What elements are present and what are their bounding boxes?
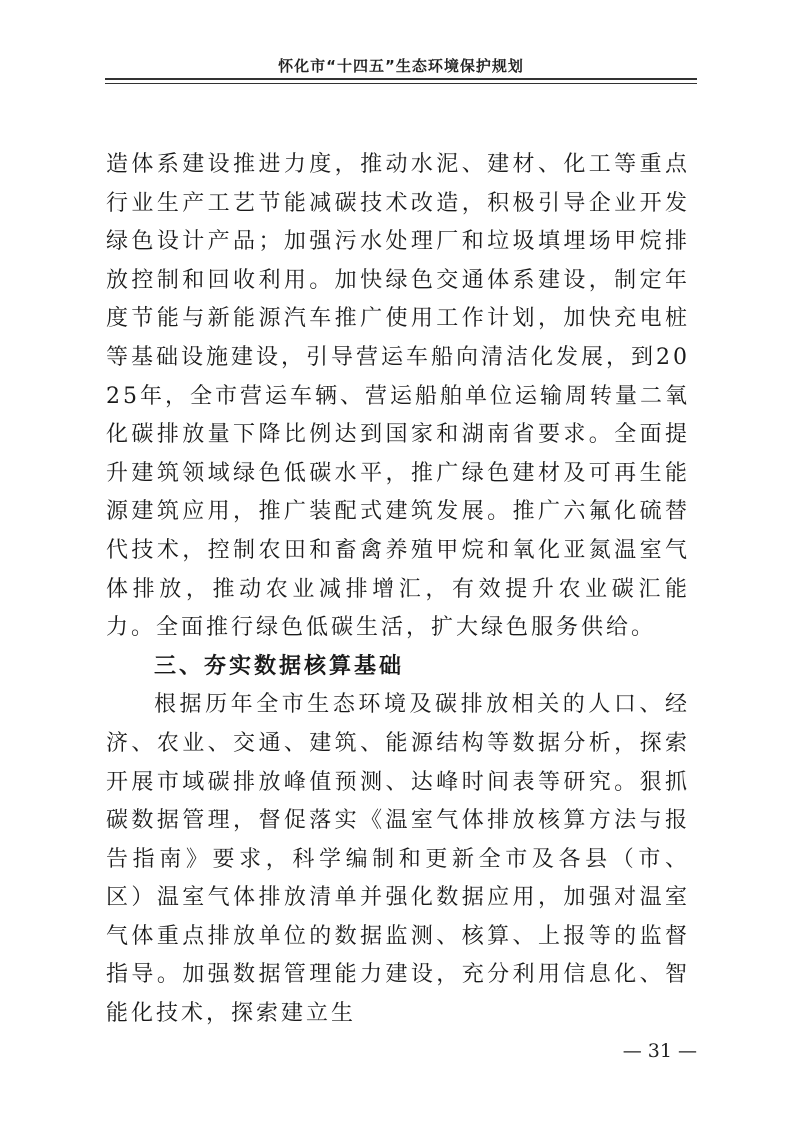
section-heading: 三、夯实数据核算基础 bbox=[154, 653, 405, 679]
header-rule-thick bbox=[105, 78, 697, 80]
body-paragraph-1: 造体系建设推进力度，推动水泥、建材、化工等重点行业生产工艺节能减碳技术改造，积极引导企业开发绿色设计产品；加强污水处理厂和垃圾填埋场甲烷排放控制和回收利用。加快绿色交通体系建设，制定年度节能与新能源汽车推广使用工作计划，加快充电桩等基础设施建设，引导营运车船向清洁化发展，到2025年，全市营运车辆、营运船舶单位运输周转量二氧化碳排放量下降比例达到国家和湖南省要求。全面提升建筑领域绿色低碳水平，推广绿色建材及可再生能源建筑应用，推广装配式建筑发展。推广六氟化硫替代技术，控制农田和畜禽养殖甲烷和氧化亚氮温室气体排放，推动农业减排增汇，有效提升农业碳汇能力。全面推行绿色低碳生活，扩大绿色服务供给。 bbox=[106, 152, 690, 641]
body-paragraph-2: 根据历年全市生态环境及碳排放相关的人口、经济、农业、交通、建筑、能源结构等数据分析，探索开展市域碳排放峰值预测、达峰时间表等研究。狠抓碳数据管理，督促落实《温室气体排放核算方法与报告指南》要求，科学编制和更新全市及各县（市、区）温室气体排放清单并强化数据应用，加强对温室气体重点排放单位的数据监测、核算、上报等的监督指导。加强数据管理能力建设，充分利用信息化、智能化技术，探索建立生 bbox=[106, 692, 690, 1027]
running-header-title: 怀化市“十四五”生态环境保护规划 bbox=[278, 57, 524, 75]
page-body bbox=[106, 146, 690, 1034]
header-rule-thin bbox=[105, 83, 697, 84]
page-number: — 31 — bbox=[622, 1040, 697, 1062]
